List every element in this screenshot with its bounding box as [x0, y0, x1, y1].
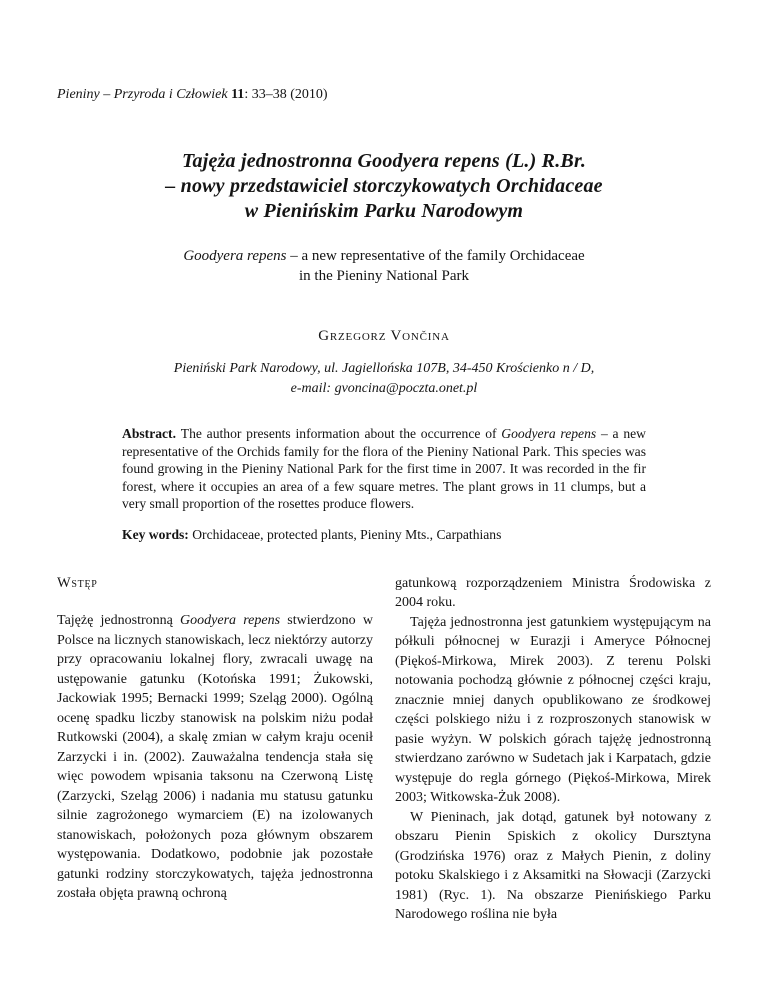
left-column-paragraph-1	[57, 611, 373, 904]
text-segment: )	[529, 150, 542, 172]
text-segment: Key words:	[122, 526, 193, 542]
article-title	[57, 149, 711, 224]
author-affiliation	[57, 359, 711, 399]
left-column	[57, 574, 373, 925]
text-segment: Goodyera repens	[357, 150, 500, 172]
intro-section-heading: Wstęp	[57, 574, 98, 591]
abstract-paragraph	[122, 425, 646, 513]
journal-citation	[57, 86, 711, 103]
right-column-paragraph-2: Tajęża jednostronna jest gatunkiem występującym na półkuli północnej w Eurazji i Ameryce Północnej (Piękoś-Mirkowa, Mirek 2003). Z terenu Polski notowania pochodzą głównie z północnej części kraju, znacznie mniej danych opublikowano ze środkowej części polskiego niżu i z rozproszonych stanowisk w pasie wyżyn. W polskich górach tajężę jednostronną stwierdzano zarówno w Sudetach jak i Karpatach, gdzie występuje do regla górnego (Piękoś-Mirkowa, Mirek 2003; Witkowska-Żuk 2008).	[395, 614, 711, 806]
article-subtitle-line-1	[57, 246, 711, 266]
text-segment: L.	[511, 150, 530, 172]
affiliation-address-line: Pieniński Park Narodowy, ul. Jagiellońska 107B, 34-450 Krościenko n / D,	[173, 361, 595, 376]
text-segment: (	[499, 150, 512, 172]
text-segment: – a new representative of the Orchids family for the flora of the Pieniny National Park. This species was found growing in the Pieniny National Park for the first time in 2007. It was recorded in the fir forest, where it occupies an area of a few square metres. The plant grows in 11 clumps, but a very small proportion of the rosettes produce flowers.	[122, 426, 646, 512]
article-subtitle	[57, 246, 711, 286]
article-title-line-3: w Pienińskim Parku Narodowym	[244, 200, 524, 222]
affiliation-email-line: e-mail: gvoncina@poczta.onet.pl	[290, 381, 478, 396]
text-segment: The author presents information about the occurrence of	[180, 426, 502, 441]
article-title-line-1	[57, 149, 711, 174]
text-segment: Pieniny – Przyroda i Człowiek	[57, 87, 232, 102]
text-segment: Tajężę jednostronną	[57, 613, 181, 629]
right-column-paragraph-1: gatunkową rozporządzeniem Ministra Środowiska z 2004 roku.	[395, 575, 711, 611]
two-column-body	[57, 574, 711, 925]
text-segment: 11	[231, 87, 245, 102]
author-name: Grzegorz Vončina	[318, 328, 450, 344]
article-title-line-2: – nowy przedstawiciel storczykowatych Orchidaceae	[165, 175, 603, 197]
text-segment: stwierdzono w Polsce na licznych stanowiskach, lecz niektórzy autorzy przy opracowaniu lokalnej flory, zwracali uwagę na ustępowanie gatunku (Kotońska 1991; Żukowski, Jackowiak 1995; Bernacki 1999; Szeląg 2000). Ogólną ocenę spadku liczby stanowisk na polskim niżu podał Rutkowski (2004), a skalę zmian w całym kraju ocenił Zarzycki i in. (2002). Zauważalna tendencja stała się więc powodem wpisania taksonu na Czerwoną Listę (Zarzycki, Szeląg 2006) i nadania mu statusu gatunku silnie zagrożonego wymarciem (E) na izolowanych stanowiskach, położonych poza głównym obszarem występowania. Dodatkowo, podobnie jak pozostałe gatunki rodziny storczykowatych, tajęża jednostronna została objęta prawną ochroną	[57, 613, 373, 902]
text-segment: Goodyera repens	[501, 426, 597, 441]
text-segment: Goodyera repens	[183, 248, 287, 264]
text-segment: Goodyera repens	[180, 613, 281, 629]
text-segment: Orchidaceae, protected plants, Pieniny Mts., Carpathians	[192, 526, 502, 542]
text-segment: R.Br.	[541, 150, 587, 172]
text-segment: : 33–38 (2010)	[244, 87, 328, 102]
text-segment: Tajęża jednostronna	[181, 150, 358, 172]
article-subtitle-line-2: in the Pieniny National Park	[299, 268, 469, 284]
text-segment: Abstract.	[122, 426, 181, 441]
text-segment: – a new representative of the family Orchidaceae	[286, 248, 585, 264]
right-column-paragraph-3: W Pieninach, jak dotąd, gatunek był notowany z obszaru Pienin Spiskich z okolicy Dursztyna (Grodzińska 1976) oraz z Małych Pienin, z doliny potoku Skalskiego i z Aksamitki na Słowacji (Zarzycki 1981) (Ryc. 1). Na obszarze Pienińskiego Parku Narodowego roślina nie była	[395, 809, 711, 923]
right-column	[395, 574, 711, 925]
keywords-line	[122, 526, 646, 544]
